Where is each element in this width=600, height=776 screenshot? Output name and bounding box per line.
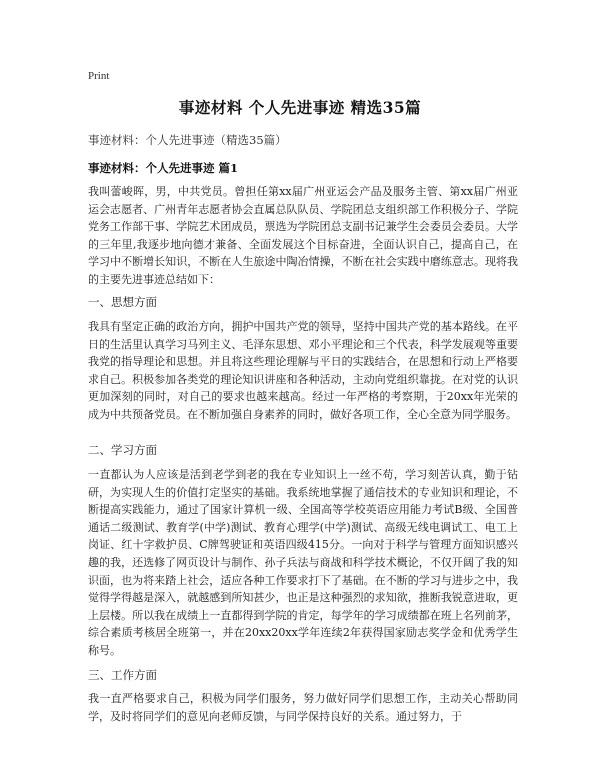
- paragraph-study: 一直都认为人应该是活到老学到老的我在专业知识上一丝不苟，学习刻苦认真，勤于钻研，为实现人生的价值打定坚实的基础。我系统地掌握了通信技术的专业知识和理论，不断提高实践能力，通过了国家计算机一级、全国高等学校英语应用能力考试B级、全国普通话二级测试、教育学(中学)测试、教育心理学(中学)测试、高级无线电调试工、电工上岗证、红十字救护员、C牌驾驶证和英语四级415分。一向对于科学与管理方面知识感兴趣的我，还选修了网页设计与制作、孙子兵法与商战和科学技术概论，不仅开阔了我的知识面，也为将来踏上社会，适应各种工作要求打下了基础。在不断的学习与进步之中，我觉得学得越是深入，就越感到所知甚少，也正是这种强烈的求知欲，推断我锐意进取，更上层楼。所以我在成绩上一直都得到学院的肯定，每学年的学习成绩都在班上名列前茅，综合素质考核居全班第一，并在20xx20xx学年连续2年获得国家励志奖学金和优秀学生称号。: [88, 468, 518, 657]
- paragraph-ideology: 我具有坚定正确的政治方向，拥护中国共产党的领导，坚持中国共产党的基本路线。在平日的生活里认真学习马列主义、毛泽东思想、邓小平理论和三个代表，科学发展观等重要我党的指导理论和思想。并且将这些理论理解与平日的实践结合，在思想和行动上严格要求自己。积极参加各类党的理论知识讲座和各种活动，主动向党组织靠拢。在对党的认识更加深刻的同时，对自己的要求也越来越高。经过一年严格的考察期，于20xx年光荣的成为中共预备党员。在不断加强自身素养的同时，做好各项工作，全心全意为同学服务。: [88, 320, 518, 421]
- document-title: 事迹材料 个人先进事迹 精选35篇: [178, 98, 422, 117]
- heading-study: 二、学习方面: [88, 443, 157, 457]
- heading-ideology: 一、思想方面: [88, 295, 157, 309]
- paragraph-work: 我一直严格要求自己，积极为同学们服务，努力做好同学们思想工作，主动关心帮助同学，及时将同学们的意见向老师反馈，与同学保持良好的关系。通过努力，于: [88, 692, 518, 723]
- heading-work: 三、工作方面: [88, 668, 157, 682]
- section-title: 事迹材料：个人先进事迹 篇1: [88, 161, 239, 175]
- print-label[interactable]: Print: [88, 70, 110, 82]
- document-subtitle: 事迹材料：个人先进事迹（精选35篇）: [88, 133, 287, 147]
- paragraph-intro: 我叫蕾峻晖，男，中共党员。曾担任第xx届广州亚运会产品及服务主管、第xx届广州亚运会志愿者、广州青年志愿者协会直属总队队员、学院团总支组织部工作积极分子、学院党务工作部干事、学院艺术团成员，票选为学院团总支副书记兼学生会委员会委员。大学的三年里,我逐步地向德才兼备、全面发展这个目标奋进，全面认识自己，提高自己，在学习中不断增长知识，不断在人生旅途中陶冶情操，不断在社会实践中磨练意志。现将我的主要先进事迹总结如下：: [88, 185, 518, 286]
